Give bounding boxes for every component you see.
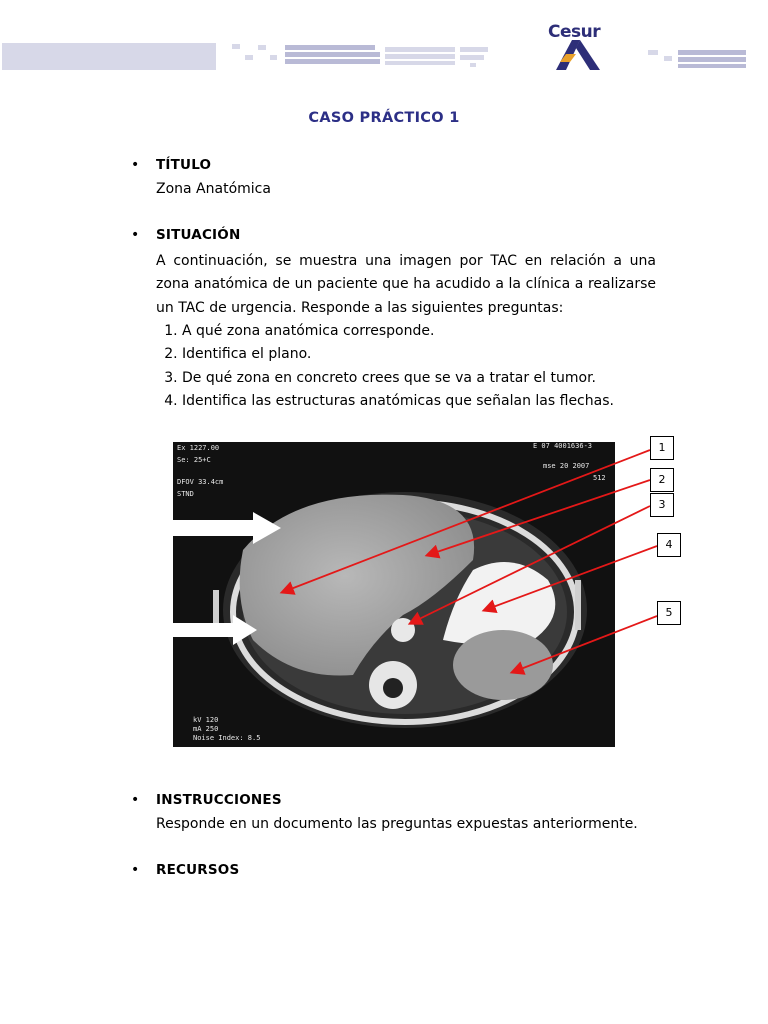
section-heading: RECURSOS — [156, 862, 240, 878]
bullet-icon: • — [131, 157, 140, 173]
scan-overlay-text: STND — [177, 490, 194, 498]
scan-overlay-text: Ex 1227.00 — [177, 444, 220, 452]
header-band — [0, 0, 768, 90]
section-heading: INSTRUCCIONES — [156, 792, 282, 808]
scan-overlay-text: Noise Index: 8.5 — [193, 734, 261, 742]
page-title: CASO PRÁCTICO 1 — [308, 110, 460, 126]
callout-label-2: 2 — [650, 468, 674, 492]
question-item: 3. De qué zona en concreto crees que se va a tratar el tumor. — [182, 367, 614, 390]
callout-label-1: 1 — [650, 436, 674, 460]
bullet-icon: • — [131, 227, 140, 243]
question-item: 1. A qué zona anatómica corresponde. — [182, 320, 614, 343]
logo: Cesur — [548, 22, 601, 42]
section-text: Responde en un documento las preguntas expuestas anteriormente. — [156, 816, 638, 832]
situation-paragraph: A continuación, se muestra una imagen por TAC en relación a una zona anatómica de un paciente que ha acudido a la clínica a realizarse un TAC de urgencia. Responde a las siguientes preguntas: — [156, 253, 656, 316]
scan-overlay-text: kV 120 — [193, 716, 219, 724]
scan-overlay-text: E 07 4001636-3 — [533, 442, 593, 450]
ct-scan-figure — [173, 440, 683, 750]
callout-label-5: 5 — [657, 601, 681, 625]
scan-overlay-text: mA 250 — [193, 725, 219, 733]
header-decoration — [0, 0, 768, 90]
section-heading: SITUACIÓN — [156, 227, 241, 243]
bullet-icon: • — [131, 862, 140, 878]
scan-overlay-text: 512 — [593, 474, 606, 482]
scan-overlay-text: mse 20 2007 — [543, 462, 590, 470]
callout-label-4: 4 — [657, 533, 681, 557]
question-item: 2. Identifica el plano. — [182, 343, 614, 366]
scan-overlay-text: DFOV 33.4cm — [177, 478, 224, 486]
section-text: Zona Anatómica — [156, 181, 271, 197]
section-situacion — [131, 227, 661, 427]
bullet-icon: • — [131, 792, 140, 808]
section-heading: TÍTULO — [156, 157, 212, 173]
ct-scan-image — [173, 440, 683, 750]
scan-overlay-text: Se: 25+C — [177, 456, 211, 464]
callout-label-3: 3 — [650, 493, 674, 517]
question-list — [156, 320, 614, 413]
question-item: 4. Identifica las estructuras anatómicas que señalan las flechas. — [182, 390, 614, 413]
